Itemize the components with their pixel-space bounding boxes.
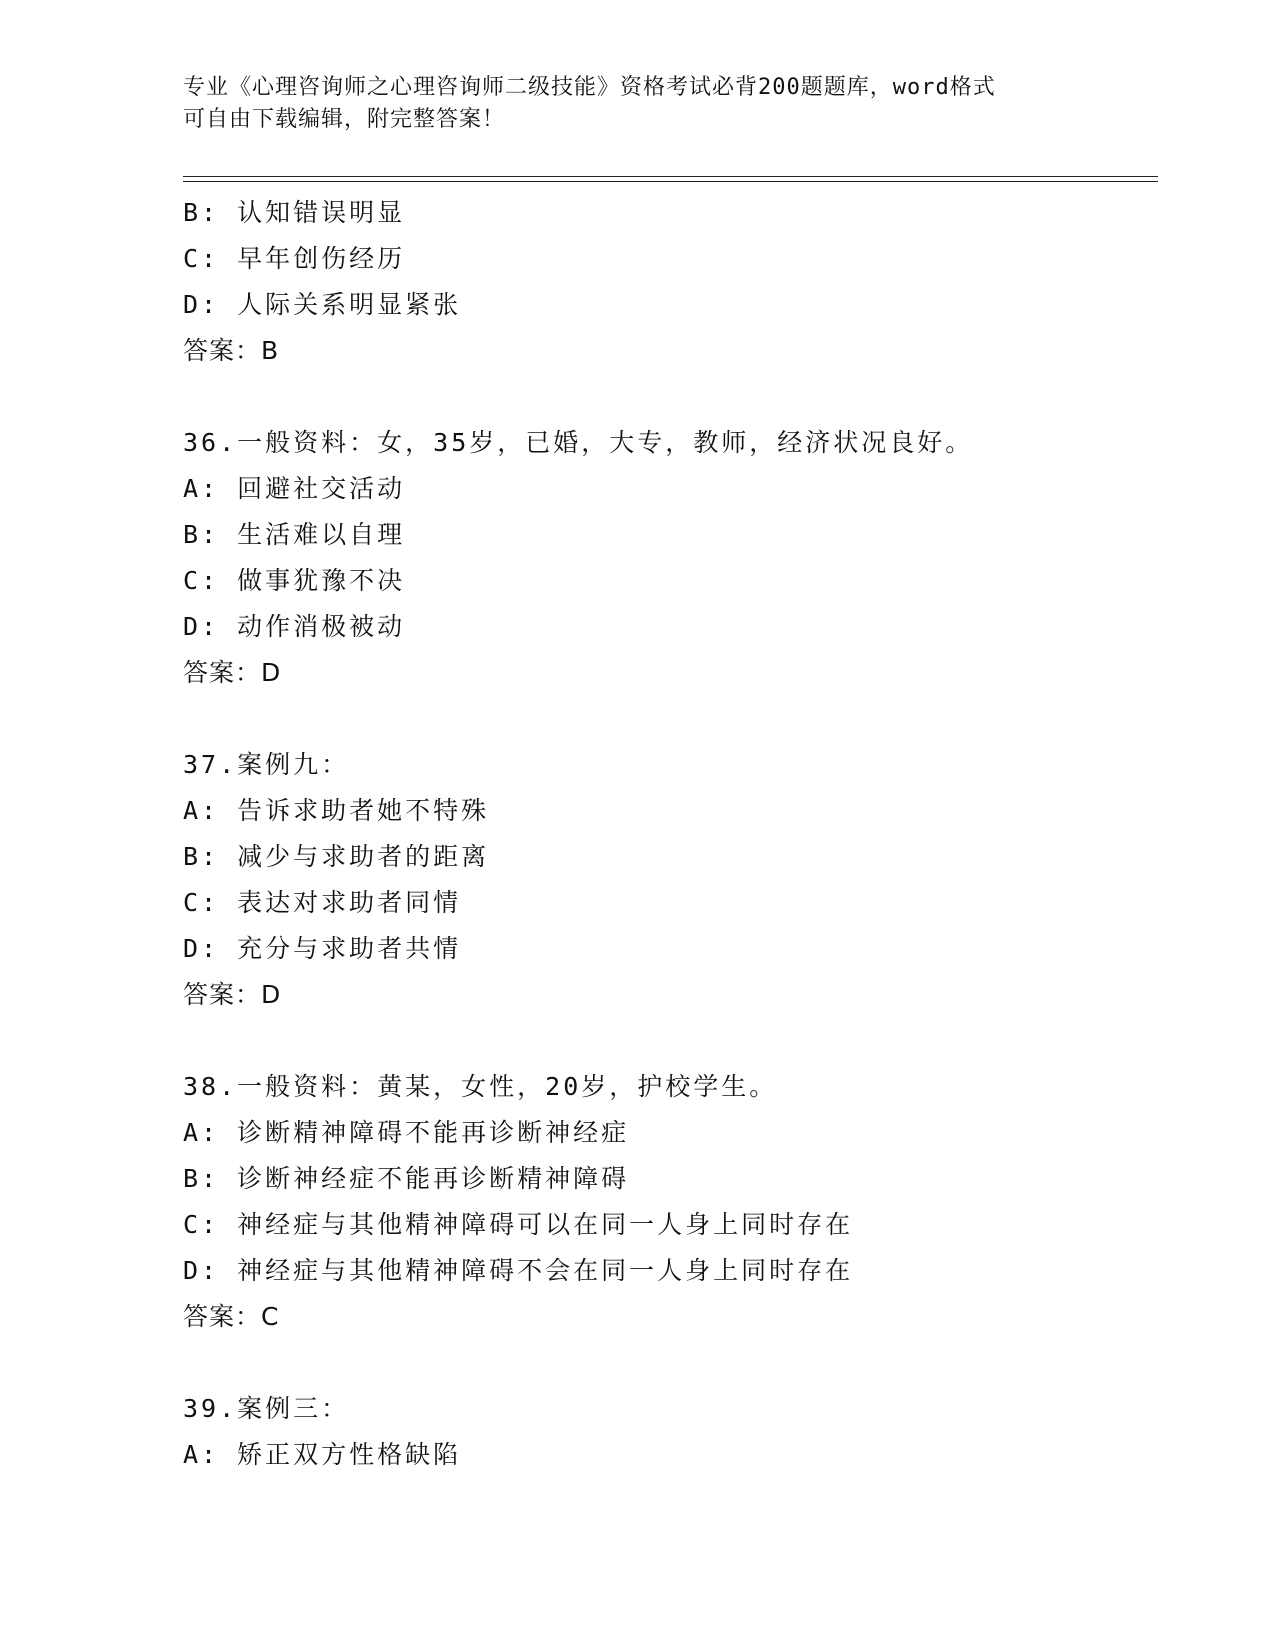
option-d: D: 充分与求助者共情 xyxy=(183,934,462,963)
answer-line: 答案：B xyxy=(183,336,280,365)
header-line-2: 可自由下载编辑，附完整答案！ xyxy=(183,107,506,132)
option-a: A: 矫正双方性格缺陷 xyxy=(183,1440,462,1469)
option-d: D: 动作消极被动 xyxy=(183,612,406,641)
question-stem: 37.案例九： xyxy=(183,750,350,779)
option-b: B: 减少与求助者的距离 xyxy=(183,842,490,871)
option-a: A: 诊断精神障碍不能再诊断神经症 xyxy=(183,1118,630,1147)
document-header xyxy=(183,72,1083,136)
option-b: B: 生活难以自理 xyxy=(183,520,406,549)
header-line-1: 专业《心理咨询师之心理咨询师二级技能》资格考试必背200题题库，word格式 xyxy=(183,75,996,100)
option-c: C: 早年创伤经历 xyxy=(183,244,406,273)
answer-line: 答案：C xyxy=(183,1302,280,1331)
option-b: B: 诊断神经症不能再诊断精神障碍 xyxy=(183,1164,630,1193)
option-d: D: 神经症与其他精神障碍不会在同一人身上同时存在 xyxy=(183,1256,854,1285)
option-c: C: 神经症与其他精神障碍可以在同一人身上同时存在 xyxy=(183,1210,854,1239)
question-block-continued xyxy=(183,190,1158,374)
question-stem: 36.一般资料：女，35岁，已婚，大专，教师，经济状况良好。 xyxy=(183,428,974,457)
answer-line: 答案：D xyxy=(183,980,282,1009)
option-a: A: 告诉求助者她不特殊 xyxy=(183,796,490,825)
question-block-36 xyxy=(183,420,1158,696)
question-block-37 xyxy=(183,742,1158,1018)
header-rule-top xyxy=(183,176,1158,177)
question-block-39 xyxy=(183,1386,1158,1478)
question-stem: 39.案例三： xyxy=(183,1394,350,1423)
question-block-38 xyxy=(183,1064,1158,1340)
answer-line: 答案：D xyxy=(183,658,282,687)
question-stem: 38.一般资料：黄某，女性，20岁，护校学生。 xyxy=(183,1072,778,1101)
header-rule-bottom xyxy=(183,181,1158,182)
option-c: C: 表达对求助者同情 xyxy=(183,888,462,917)
option-a: A: 回避社交活动 xyxy=(183,474,406,503)
option-b: B: 认知错误明显 xyxy=(183,198,406,227)
option-c: C: 做事犹豫不决 xyxy=(183,566,406,595)
option-d: D: 人际关系明显紧张 xyxy=(183,290,462,319)
question-list xyxy=(183,190,1158,1478)
